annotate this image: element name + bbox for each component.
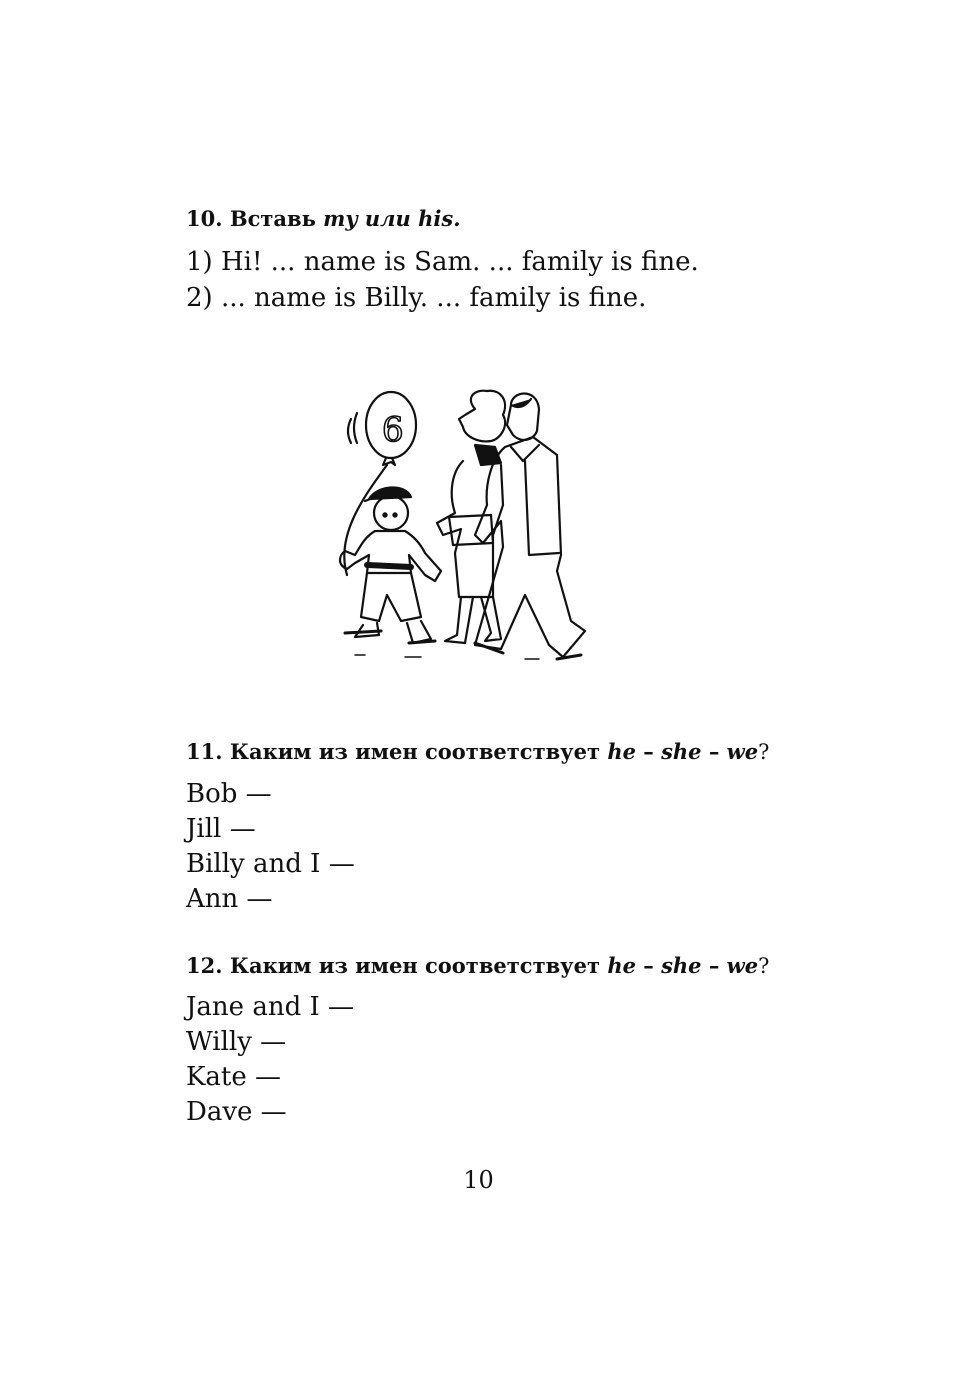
exercise-12-item: Jane and I — bbox=[186, 992, 355, 1022]
exercise-12-item: Kate — bbox=[186, 1062, 282, 1092]
boy-body bbox=[340, 531, 441, 581]
exercise-11-heading bbox=[186, 741, 769, 763]
dash: – bbox=[643, 953, 654, 978]
mother-head bbox=[459, 391, 505, 442]
dash: – bbox=[708, 953, 720, 978]
pronoun-she: she bbox=[661, 739, 702, 764]
exercise-10-line-1: 1) Hi! ... name is Sam. ... family is fine. bbox=[186, 247, 699, 277]
exercise-12-number: 12. bbox=[186, 953, 223, 978]
exercise-12-item: Willy — bbox=[186, 1027, 287, 1057]
dash: – bbox=[643, 739, 654, 764]
exercise-11-item: Jill — bbox=[186, 814, 256, 844]
page-number: 10 bbox=[463, 1166, 494, 1194]
dash: – bbox=[708, 739, 720, 764]
father-head bbox=[507, 394, 539, 440]
exercise-10-number: 10. bbox=[186, 206, 223, 231]
question-mark: ? bbox=[758, 954, 770, 978]
exercise-10-emphasis: my или his. bbox=[323, 206, 461, 231]
father-body bbox=[475, 437, 585, 657]
exercise-10-instruction: Вставь bbox=[229, 206, 316, 231]
exercise-11-item: Ann — bbox=[186, 884, 273, 914]
exercise-12-heading bbox=[186, 955, 769, 977]
exercise-12-instruction: Каким из имен соответствует bbox=[229, 953, 600, 978]
balloon-string bbox=[344, 465, 387, 575]
question-mark: ? bbox=[758, 740, 770, 764]
exercise-11-instruction: Каким из имен соответствует bbox=[229, 739, 600, 764]
pronoun-she: she bbox=[661, 953, 702, 978]
pronoun-he: he bbox=[607, 953, 636, 978]
family-illustration bbox=[325, 385, 595, 665]
exercise-11-number: 11. bbox=[186, 739, 223, 764]
exercise-11-item: Bob — bbox=[186, 779, 272, 809]
pronoun-we: we bbox=[726, 739, 759, 764]
boy-head bbox=[374, 496, 408, 530]
exercise-12-item: Dave — bbox=[186, 1097, 287, 1127]
pronoun-we: we bbox=[726, 953, 759, 978]
exercise-11-item: Billy and I — bbox=[186, 849, 355, 879]
exercise-10-line-2: 2) ... name is Billy. ... family is fine. bbox=[186, 283, 647, 313]
exercise-10-heading bbox=[186, 208, 461, 229]
balloon-number: 6 bbox=[382, 410, 404, 450]
pronoun-he: he bbox=[607, 739, 636, 764]
